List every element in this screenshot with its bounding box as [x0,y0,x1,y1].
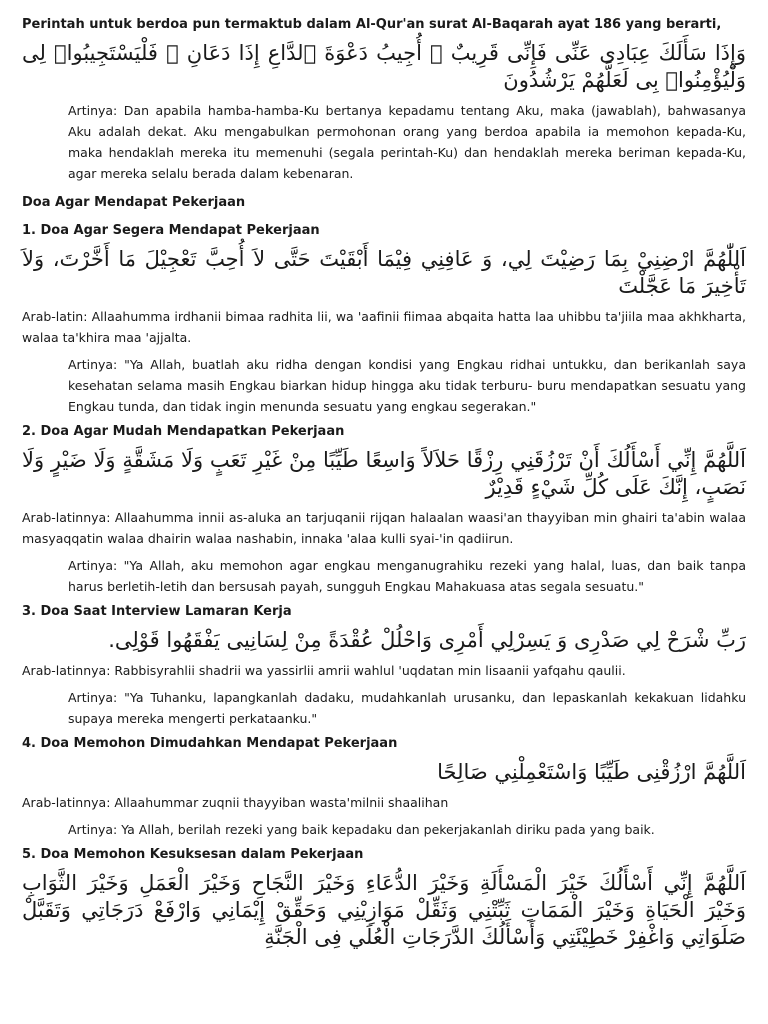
prayer-2-arabic: اَللَّهُمَّ إِنِّي أَسْأَلُكَ أَنْ تَرْزُقَنِي رِزْقًا حَلاَلاً وَاسِعًا طَيِّبًا مِنْ غَيْرِ تَعَبٍ وَلَا مَشَقَّةٍ وَلَا ضَيْرٍ وَلَا نَصَبٍ، إِنَّكَ عَلَى كُلِّ شَيْءٍ قَدِيْرٌ [22,448,746,499]
prayer-4-arabic: اَللَّهُمَّ ارْزُقْنِى طَيِّبًا وَاسْتَعْمِلْنِي صَالِحًا [437,760,746,784]
prayer-2-latin: Arab-latinnya: Allaahumma innii as-aluka an tarjuqanii rijqan halaalan waasi'an thayyiban min ghairi ta'abin walaa masyaqqatin walaa dhairin walaa nashabin, innaka 'alaa kulli syai-'in qadiirun. [22,510,746,546]
intro-translation: Artinya: Dan apabila hamba-hamba-Ku bertanya kepadamu tentang Aku, maka (jawablah), bahwasanya Aku adalah dekat. Aku mengabulkan permohonan orang yang berdoa apabila ia memohon kepada-Ku, maka hendaklah mereka itu memenuhi (segala perintah-Ku) dan hendaklah mereka beriman kepada-Ku, agar mereka selalu berada dalam kebenaran. [68,103,746,181]
prayer-4-translation: Artinya: Ya Allah, berilah rezeki yang baik kepadaku dan pekerjakanlah diriku pada yang baik. [68,822,655,837]
prayer-4-latin: Arab-latinnya: Allaahummar zuqnii thayyiban wasta'milnii shaalihan [22,795,449,810]
prayer-2-title: 2. Doa Agar Mudah Mendapatkan Pekerjaan [22,424,345,439]
prayer-4-title: 4. Doa Memohon Dimudahkan Mendapat Pekerjaan [22,736,398,751]
intro-arabic-verse: وَإِذَا سَأَلَكَ عِبَادِى عَنِّى فَإِنِّى قَرِيبٌ ۖ أُجِيبُ دَعْوَةَ ٱلدَّاعِ إِذَا دَعَانِ ۖ فَلْيَسْتَجِيبُوا۟ لِى وَلْيُؤْمِنُوا۟ بِى لَعَلَّهُمْ يَرْشُدُونَ [22,41,746,92]
section-title: Doa Agar Mendapat Pekerjaan [22,195,246,210]
prayer-1-arabic: اَللّٰهُمَّ ارْضِنِيْ بِمَا رَضِيْتَ لِي، وَ عَافِنِي فِيْمَا أَبْقَيْتَ حَتَّى لاَ أُحِبَّ تَعْجِيْلَ مَا أَخَّرْتَ، وَلاَ تَأْخِيرَ مَا عَجَّلْتَ [22,247,746,298]
prayer-3-title: 3. Doa Saat Interview Lamaran Kerja [22,604,292,619]
prayer-3-arabic: رَبِّ شْرَحْ لِي صَدْرِى وَ يَسِرْلِي أَمْرِى وَاحْلُلْ عُقْدَةً مِنْ لِسَانِيى يَفْقَهُوا قَوْلِى. [108,628,746,652]
prayer-2-translation: Artinya: "Ya Allah, aku memohon agar engkau menganugrahiku rezeki yang halal, luas, dan baik tanpa harus berletih-letih dan bersusah payah, sungguh Engkau Mahakuasa atas segala sesuatu." [68,558,746,594]
prayer-5-title: 5. Doa Memohon Kesuksesan dalam Pekerjaan [22,847,364,862]
prayer-3-translation: Artinya: "Ya Tuhanku, lapangkanlah dadaku, mudahkanlah urusanku, dan lepaskanlah kekakuan lidahku supaya mereka mengerti perkataanku." [68,690,746,726]
article-body [22,16,746,951]
intro-heading: Perintah untuk berdoa pun termaktub dalam Al-Qur'an surat Al-Baqarah ayat 186 yang berarti, [22,17,722,32]
prayer-3-latin: Arab-latinnya: Rabbisyrahlii shadrii wa yassirlii amrii wahlul 'uqdatan min lisaanii yafqahu qaulii. [22,663,626,678]
prayer-5-arabic: اَللَّهُمَّ إِنِّي أَسْأَلُكَ خَيْرَ الْمَسْأَلَةِ وَخَيْرَ الدُّعَاءِ وَخَيْرَ النَّجَاحِ وَخَيْرَ الْعَمَلِ وَخَيْرَ الثَّوَابِ وَخَيْرَ الْحَيَاةِ وَخَيْرَ الْمَمَاتِ ثَبِّتْنِي وَثَقِّلْ مَوَازِيْنِي وَحَقِّقْ إِيْمَانِي وَارْفَعْ دَرَجَاتِي وَتَقَبَّلْ صَلَوَاتِي وَاغْفِرْ خَطِيْئَتِي وَأَسْأَلُكَ الدَّرَجَاتِ الْعُلَي فِى الْجَنَّةِ [22,871,746,949]
prayer-1-latin: Arab-latin: Allaahumma irdhanii bimaa radhita lii, wa 'aafinii fiimaa abqaita hatta laa uhibbu ta'jiila maa akhkharta, walaa ta'khira maa 'ajjalta. [22,309,746,345]
prayer-1-translation: Artinya: "Ya Allah, buatlah aku ridha dengan kondisi yang Engkau ridhai untukku, dan berikanlah saya kesehatan selama masih Engkau biarkan hidup hingga aku tidak terburu- buru mendapatkan sesuatu yang Engkau tunda, dan tidak ingin menunda sesuatu yang engkau segerakan." [68,357,746,414]
prayer-1-title: 1. Doa Agar Segera Mendapat Pekerjaan [22,223,320,238]
